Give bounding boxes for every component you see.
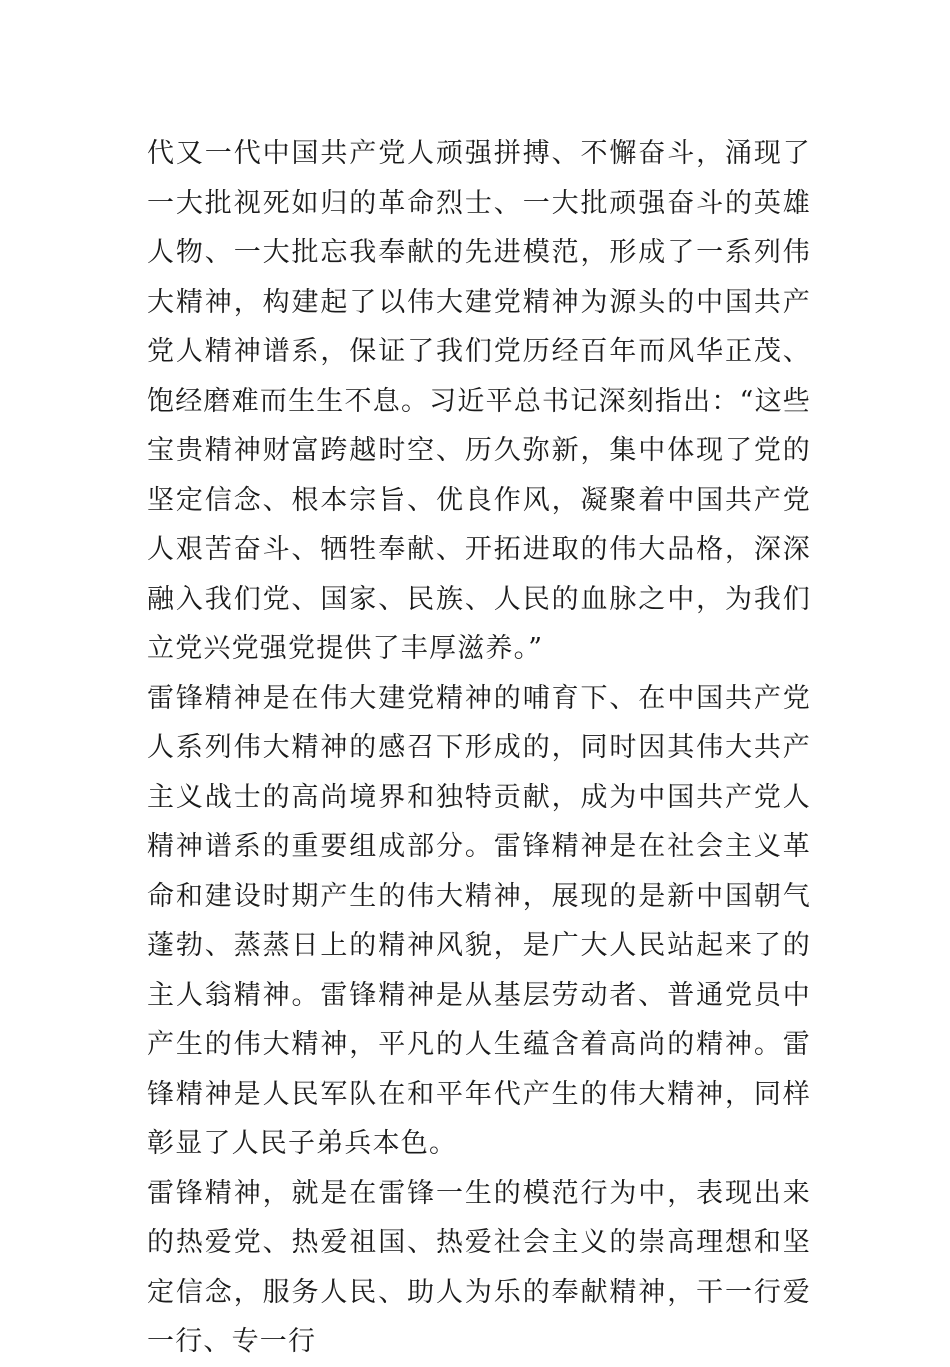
paragraph-3: 雷锋精神，就是在雷锋一生的模范行为中，表现出来的热爱党、热爱祖国、热爱社会主义的崇高理想和坚定信念，服务人民、助人为乐的奉献精神，干一行爱一行、专一行 (147, 1177, 811, 1357)
paragraph-2: 雷锋精神是在伟大建党精神的哺育下、在中国共产党人系列伟大精神的感召下形成的，同时因其伟大共产主义战士的高尚境界和独特贡献，成为中国共产党人精神谱系的重要组成部分。雷锋精神是在社会主义革命和建设时期产生的伟大精神，展现的是新中国朝气蓬勃、蒸蒸日上的精神风貌，是广大人民站起来了的主人翁精神。雷锋精神是从基层劳动者、普通党员中产生的伟大精神，平凡的人生蕴含着高尚的精神。雷锋精神是人民军队在和平年代产生的伟大精神，同样彰显了人民子弟兵本色。 (147, 682, 811, 1159)
document-body (147, 129, 811, 1367)
paragraph-1: 代又一代中国共产党人顽强拼搏、不懈奋斗，涌现了一大批视死如归的革命烈士、一大批顽强奋斗的英雄人物、一大批忘我奉献的先进模范，形成了一系列伟大精神，构建起了以伟大建党精神为源头的中国共产党人精神谱系，保证了我们党历经百年而风华正茂、饱经磨难而生生不息。习近平总书记深刻指出：“这些宝贵精神财富跨越时空、历久弥新，集中体现了党的坚定信念、根本宗旨、优良作风，凝聚着中国共产党人艰苦奋斗、牺牲奉献、开拓进取的伟大品格，深深融入我们党、国家、民族、人民的血脉之中，为我们立党兴党强党提供了丰厚滋养。” (147, 138, 811, 664)
